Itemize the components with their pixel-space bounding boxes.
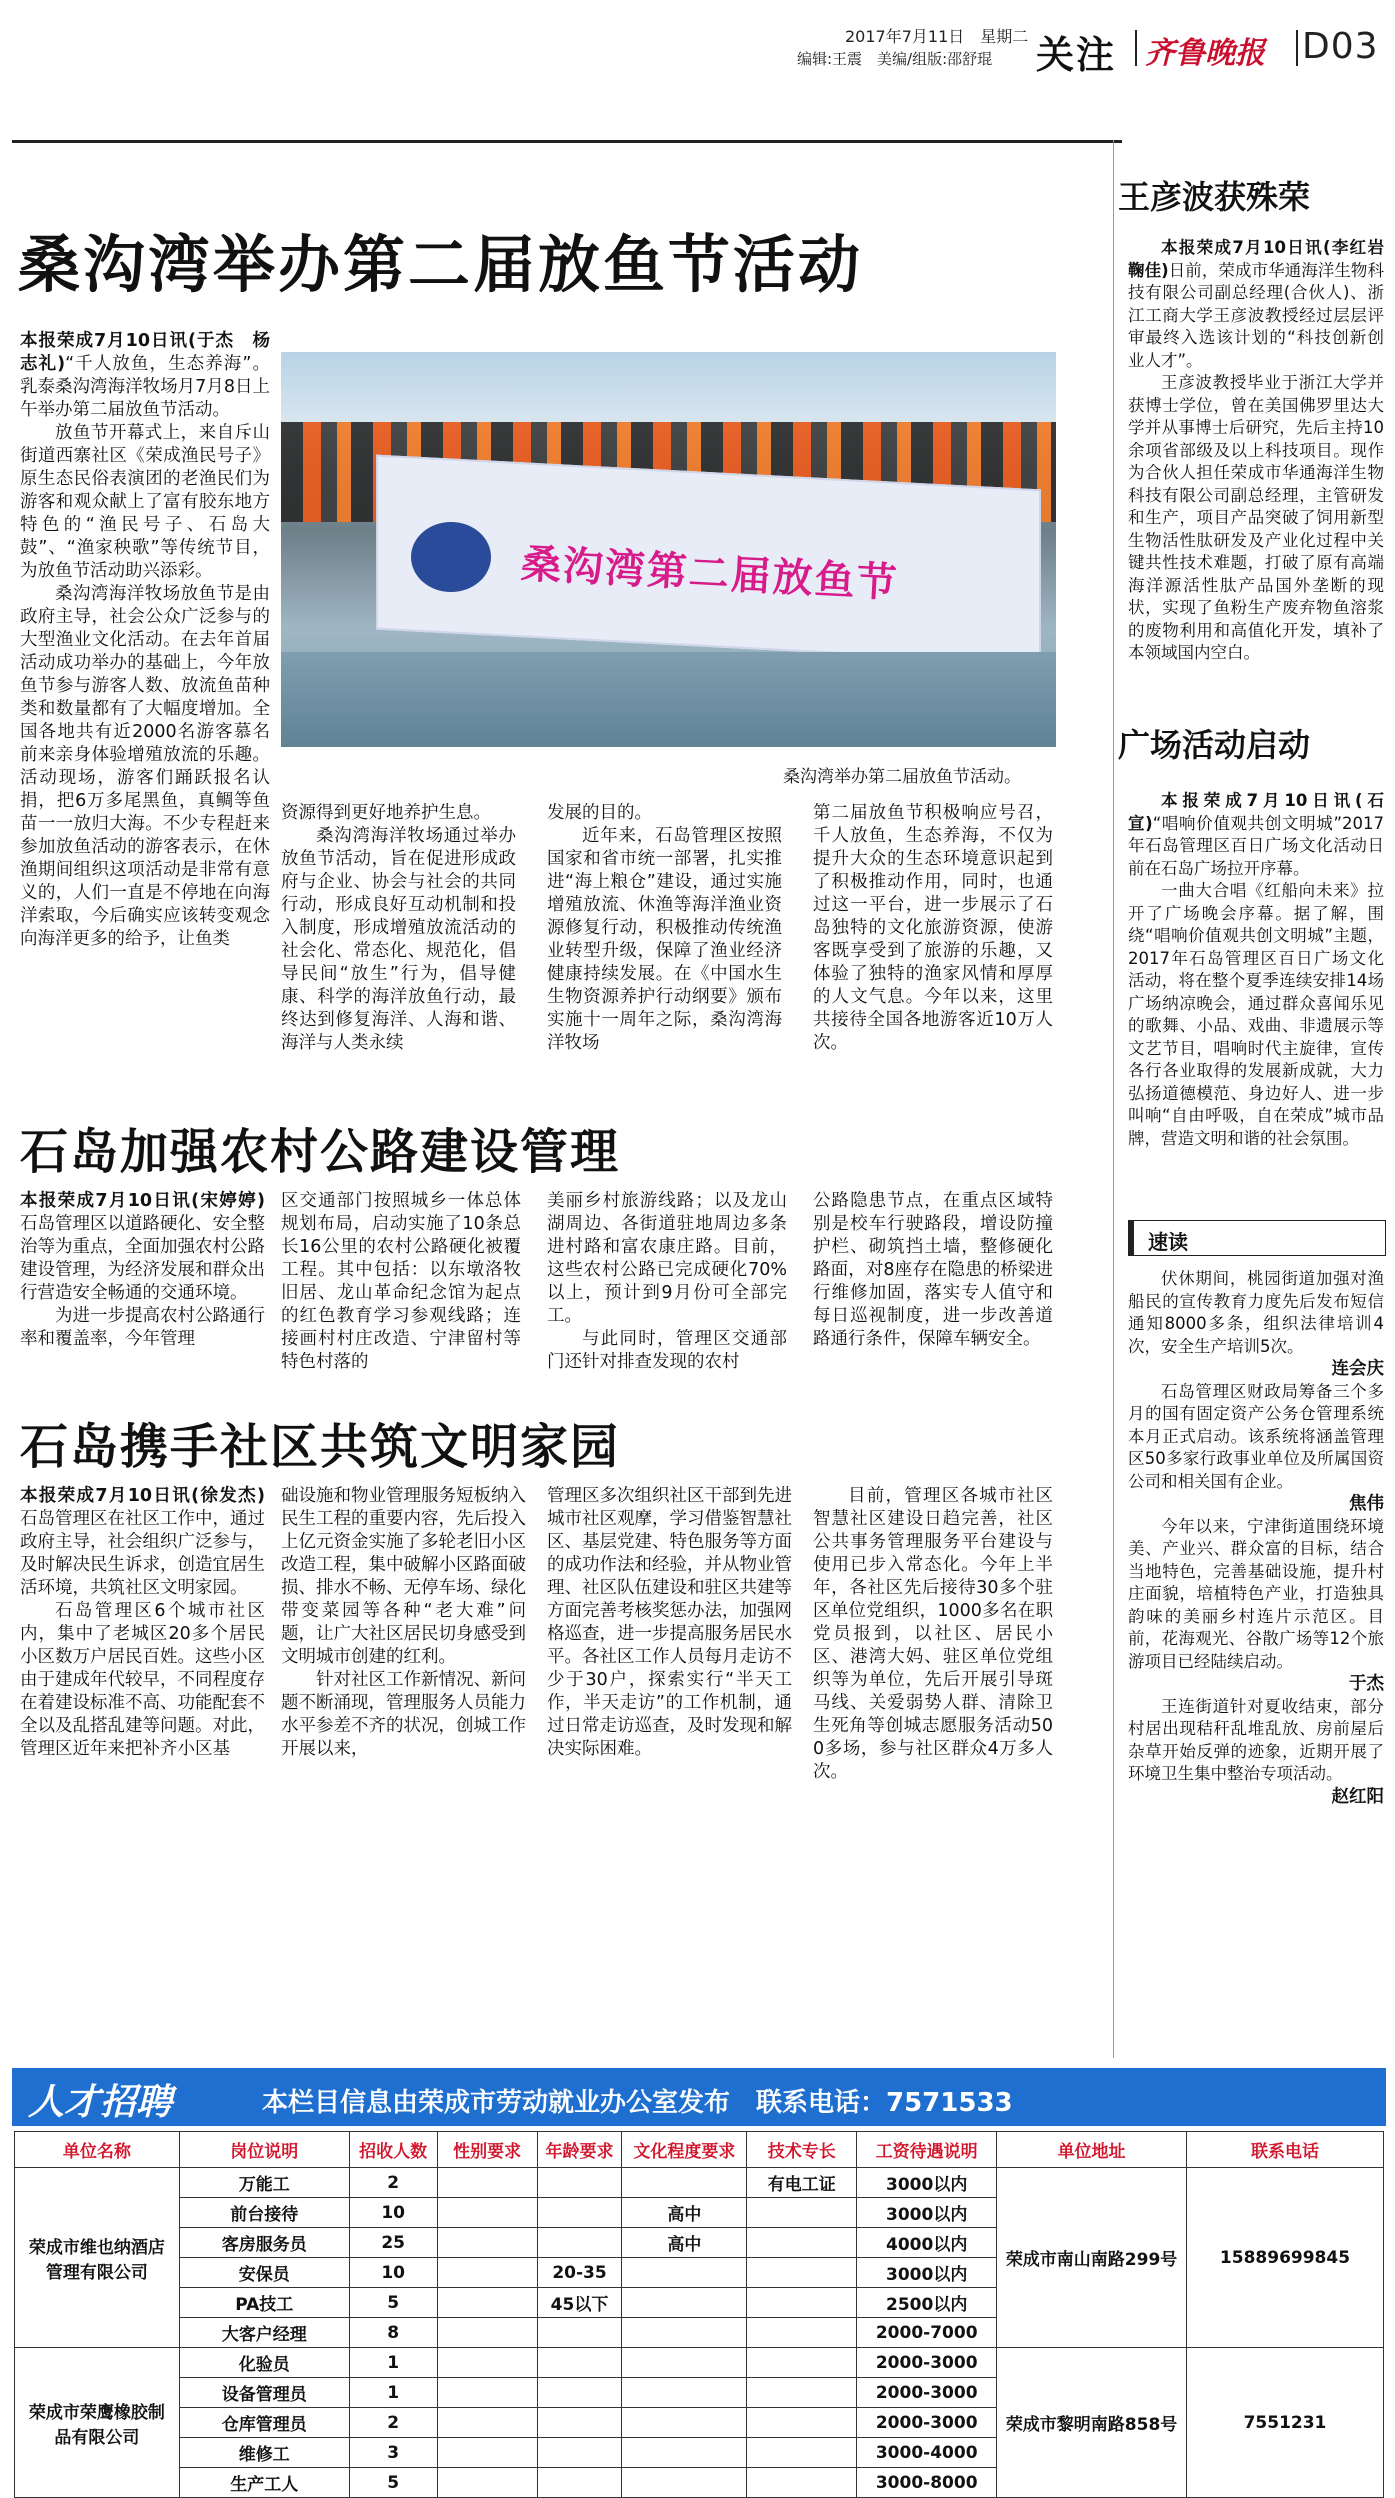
table-cell: 3000以内 [857, 2168, 997, 2198]
fish-logo-icon [411, 522, 491, 592]
article-headline: 石岛携手社区共筑文明家园 [20, 1419, 621, 1475]
paragraph: 公路隐患节点，在重点区域特别是校车行驶路段，增设防撞护栏、砌筑挡土墙，整修硬化路面，对8座存在隐患的桥梁进行维修加固，落实专人值守和每日巡视制度，进一步改善道路通行条件，保障车辆安全。 [813, 1191, 1053, 1349]
table-cell: 2 [349, 2408, 437, 2438]
table-cell: 2000-3000 [857, 2378, 997, 2408]
column-divider [1113, 140, 1114, 2058]
table-cell [537, 2468, 622, 2498]
table-cell: 2 [349, 2168, 437, 2198]
table-cell [622, 2288, 747, 2318]
brief-author: 赵红阳 [1331, 1786, 1384, 1807]
article-column [281, 1190, 521, 1374]
paragraph: 王彦波教授毕业于浙江大学并获博士学位，曾在美国佛罗里达大学并从事博士后研究，先后主持10余项省部级及以上科技项目。现作为合伙人担任荣成市华通海洋生物科技有限公司副总经理，主管研发和生产，项目产品突破了饲用新型生物活性肽研发及产业化过程中关键共性技术难题，打破了原有高端海洋源活性肽产品国外垄断的现状，实现了鱼粉生产废弃物鱼溶浆的废物利用和高值化开发，填补了本领域国内空白。 [1128, 373, 1384, 662]
table-cell: 高中 [622, 2228, 747, 2258]
table-cell: 5 [349, 2288, 437, 2318]
table-cell [747, 2348, 857, 2378]
paragraph: “千人放鱼，生态养海”。乳泰桑沟湾海洋牧场月7月8日上午举办第二届放鱼节活动。 [20, 354, 270, 420]
issue-date: 2017年7月11日 星期二 [845, 27, 1029, 46]
sudu-title: 速读 [1148, 1230, 1188, 1254]
column-header: 联系电话 [1186, 2132, 1383, 2168]
dateline: 本报荣成7月10日讯(宋婷婷) [20, 1191, 265, 1211]
banner-text: 桑沟湾第二届放鱼节 [519, 541, 900, 607]
table-cell: 化验员 [179, 2348, 349, 2378]
paragraph: 放鱼节开幕式上，来自斥山街道西寨社区《荣成渔民号子》原生态民俗表演团的老渔民们为游客和观众献上了富有胶东地方特色的“渔民号子、石岛大鼓”、“渔家秧歌”等传统节目，为放鱼节活动助兴添彩。 [20, 423, 270, 581]
paragraph: 桑沟湾海洋牧场放鱼节是由政府主导，社会公众广泛参与的大型渔业文化活动。在去年首届活动成功举办的基础上，今年放鱼节参与游客人数、放流鱼苗种类和数量都有了大幅度增加。全国各地共有近2000名游客慕名前来亲身体验增殖放流的乐趣。活动现场，游客们踊跃报名认捐，把6万多尾黑鱼，真鲷等鱼苗一一放归大海。不少专程赶来参加放鱼活动的游客表示，在休渔期间组织这项活动是非常有意义的，人们一直是不停地在向海洋索取，今后确实应该转变观念向海洋更多的给予，让鱼类 [20, 584, 270, 949]
table-cell [437, 2288, 537, 2318]
paragraph: 日前，荣成市华通海洋生物科技有限公司副总经理(合伙人)、浙江工商大学王彦波教授经过层层评审最终入选该计划的“科技创新创业人才”。 [1128, 260, 1384, 370]
paragraph: 一曲大合唱《红船向未来》拉开了广场晚会序幕。据了解，围绕“唱响价值观共创文明城”主题，2017年石岛管理区百日广场文化活动，将在整个夏季连续安排14场广场纳凉晚会，通过群众喜闻乐见的歌舞、小品、戏曲、非遗展示等文艺节目，唱响时代主旋律，宣传各行各业取得的发展新成就，大力弘扬道德模范、身边好人、进一步叫响“自由呼吸，自在荣成”城市品牌，营造文明和谐的社会氛围。 [1128, 881, 1384, 1148]
recruit-info: 本栏目信息由荣成市劳动就业办公室发布 联系电话：7571533 [262, 2088, 1013, 2118]
paragraph: 石岛管理区以道路硬化、安全整治等为重点，全面加强农村公路建设管理，为经济发展和群众出行营造安全畅通的交通环境。 [20, 1214, 265, 1303]
table-cell [747, 2318, 857, 2348]
table-cell [747, 2258, 857, 2288]
dateline: 本报荣成7月10日讯(李红岩 鞠佳) [1128, 238, 1384, 280]
table-cell: 3000-4000 [857, 2438, 997, 2468]
table-cell [537, 2318, 622, 2348]
editor-credits: 编辑:王震 美编/组版:邵舒琨 [797, 50, 993, 68]
table-cell: 20-35 [537, 2258, 622, 2288]
table-cell: 25 [349, 2228, 437, 2258]
paragraph: 针对社区工作新情况、新问题不断涌现，管理服务人员能力水平参差不齐的状况，创城工作开展以来， [281, 1670, 526, 1759]
table-cell: 2000-3000 [857, 2348, 997, 2378]
company-phone-cell: 15889699845 [1186, 2168, 1383, 2348]
table-cell: 8 [349, 2318, 437, 2348]
recruit-title: 人才招聘 [28, 2082, 173, 2123]
brief-author: 于杰 [1349, 1674, 1384, 1694]
photo-water [281, 652, 1056, 747]
table-cell [537, 2348, 622, 2378]
table-cell [622, 2468, 747, 2498]
column-header: 技术专长 [747, 2132, 857, 2168]
table-cell [537, 2168, 622, 2198]
header-divider [1135, 30, 1137, 66]
table-cell [747, 2378, 857, 2408]
paragraph: 目前，管理区各城市社区智慧社区建设日趋完善，社区公共事务管理服务平台建设与使用已步入常态化。今年上半年，各社区先后接待30多个驻区单位党组织，1000多名在职党员报到，以社区、居民小区、港湾大妈、驻区单位党组织等为单位，先后开展引导斑马线、关爱弱势人群、清除卫生死角等创城志愿服务活动500多场，参与社区群众4万多人次。 [813, 1486, 1053, 1782]
paragraph: “唱响价值观共创文明城”2017年石岛管理区百日广场文化活动日前在石岛广场拉开序幕。 [1128, 813, 1384, 878]
company-address-cell: 荣成市黎明南路858号 [997, 2348, 1187, 2498]
article-column [20, 330, 270, 951]
paragraph: 区交通部门按照城乡一体总体规划布局，启动实施了10条总长16公里的农村公路硬化被覆工程。其中包括：以东墩洛牧旧居、龙山革命纪念馆为起点的红色教育学习参观线路；连接画村村庄改造、宁津留村等特色村落的 [281, 1191, 521, 1372]
table-cell [437, 2438, 537, 2468]
table-cell: 2000-7000 [857, 2318, 997, 2348]
column-header: 工资待遇说明 [857, 2132, 997, 2168]
photo-sky [281, 352, 1056, 432]
column-header: 招收人数 [349, 2132, 437, 2168]
brief-item: 今年以来，宁津街道围绕环境美、产业兴、群众富的目标，结合当地特色，完善基础设施，提升村庄面貌，培植特色产业，打造独具韵味的美丽乡村连片示范区。目前，花海观光、谷散广场等12个旅游项目已经陆续启动。 [1128, 1516, 1384, 1671]
brief-author: 连会庆 [1331, 1359, 1384, 1379]
photo-caption: 桑沟湾举办第二届放鱼节活动。 [783, 767, 1021, 787]
page-number: D03 [1302, 26, 1379, 67]
article-column [1128, 790, 1384, 1150]
table-cell [437, 2198, 537, 2228]
article-column [20, 1190, 265, 1351]
table-cell: 客房服务员 [179, 2228, 349, 2258]
paragraph: 桑沟湾海洋牧场通过举办放鱼节活动，旨在促进形成政府与企业、协会与社会的共同行动，形成良好互动机制和投入制度，形成增殖放流活动的社会化、常态化、规范化，倡导民间“放生”行为，倡导健康、科学的海洋放鱼行动，最终达到修复海洋、人海和谐、海洋与人类永续 [281, 826, 516, 1053]
article-column [1128, 237, 1384, 665]
table-cell [747, 2408, 857, 2438]
table-cell: 1 [349, 2378, 437, 2408]
table-cell: 高中 [622, 2198, 747, 2228]
table-cell: 前台接待 [179, 2198, 349, 2228]
brief-item: 王连街道针对夏收结束，部分村居出现秸秆乱堆乱放、房前屋后杂草开始反弹的迹象，近期开展了环境卫生集中整治专项活动。 [1128, 1696, 1384, 1783]
table-cell: 设备管理员 [179, 2378, 349, 2408]
table-cell: 4000以内 [857, 2228, 997, 2258]
table-cell: 维修工 [179, 2438, 349, 2468]
article-column [281, 1485, 526, 1761]
table-cell [437, 2408, 537, 2438]
dateline: 本报荣成7月10日讯(徐发杰) [20, 1486, 265, 1506]
paragraph: 近年来，石岛管理区按照国家和省市统一部署，扎实推进“海上粮仓”建设，通过实施增殖放流、休渔等海洋渔业资源修复行动，积极推动传统渔业转型升级，保障了渔业经济健康持续发展。在《中国水生生物资源养护行动纲要》颁布实施十一周年之际，桑沟湾海洋牧场 [547, 826, 782, 1053]
table-cell [437, 2228, 537, 2258]
paragraph: 管理区多次组织社区干部到先进城市社区观摩，学习借鉴智慧社区、基层党建、特色服务等方面的成功作法和经验，并从物业管理、社区队伍建设和驻区共建等方面完善考核奖惩办法，加强网格巡查，进一步提高服务居民水平。各社区工作人员每月走访不少于30户，探索实行“半天工作，半天走访”的工作机制，通过日常走访巡查，及时发现和解决实际困难。 [547, 1486, 792, 1759]
table-cell [747, 2468, 857, 2498]
news-photo [281, 352, 1056, 747]
table-row [15, 2168, 1384, 2198]
article-headline: 王彦波获殊荣 [1118, 178, 1311, 216]
table-cell [622, 2378, 747, 2408]
sudu-list [1128, 1268, 1384, 1808]
table-cell [537, 2378, 622, 2408]
table-cell [437, 2168, 537, 2198]
table-cell [747, 2288, 857, 2318]
table-row [15, 2348, 1384, 2378]
table-cell [622, 2408, 747, 2438]
article-column [20, 1485, 265, 1761]
column-header: 性别要求 [437, 2132, 537, 2168]
company-phone-cell: 7551231 [1186, 2348, 1383, 2498]
column-header: 文化程度要求 [622, 2132, 747, 2168]
company-address-cell: 荣成市南山南路299号 [997, 2168, 1187, 2348]
recruit-table-body [15, 2168, 1384, 2498]
dateline: 本报荣成7月10日讯(于杰 杨志礼) [20, 331, 270, 374]
paragraph: 石岛管理区6个城市社区内，集中了老城区20多个居民小区数万户居民百姓。这些小区由于建成年代较早，不同程度存在着建设标准不高、功能配套不全以及乱搭乱建等问题。对此，管理区近年来把补齐小区基 [20, 1601, 265, 1759]
paragraph: 美丽乡村旅游线路；以及龙山湖周边、各街道驻地周边多条进村路和富农康庄路。目前，这些农村公路已完成硬化70%以上，预计到9月份可全部完工。 [547, 1191, 787, 1326]
paragraph: 础设施和物业管理服务短板纳入民生工程的重要内容，先后投入上亿元资金实施了多轮老旧小区改造工程，集中破解小区路面破损、排水不畅、无停车场、绿化带变菜园等各种“老大难”问题，让广大社区居民切身感受到文明城市创建的红利。 [281, 1486, 526, 1667]
article-column [813, 1190, 1053, 1351]
table-cell [747, 2438, 857, 2468]
recruit-table [14, 2131, 1384, 2498]
table-cell [437, 2348, 537, 2378]
dateline: 本报荣成7月10日讯(石宣) [1128, 791, 1384, 833]
table-cell: 10 [349, 2258, 437, 2288]
paragraph: 资源得到更好地养护生息。 [281, 803, 491, 823]
paragraph: 第二届放鱼节积极响应号召，千人放鱼，生态养海，不仅为提升大众的生态环境意识起到了积极推动作用，同时，也通过这一平台，进一步展示了石岛独特的文化旅游资源，使游客既享受到了旅游的乐趣，又体验了独特的渔家风情和厚厚的人文气息。今年以来，这里共接待全国各地游客近10万人次。 [813, 803, 1053, 1053]
paragraph: 与此同时，管理区交通部门还针对排查发现的农村 [547, 1329, 787, 1372]
article-column [547, 1485, 792, 1761]
table-cell [437, 2378, 537, 2408]
table-cell: 有电工证 [747, 2168, 857, 2198]
header-divider [1296, 30, 1298, 66]
table-cell [622, 2348, 747, 2378]
table-cell [537, 2408, 622, 2438]
table-cell: 45以下 [537, 2288, 622, 2318]
table-cell [622, 2258, 747, 2288]
table-cell: 安保员 [179, 2258, 349, 2288]
company-name-cell: 荣成市荣鹰橡胶制品有限公司 [15, 2348, 180, 2498]
table-cell: 3 [349, 2438, 437, 2468]
table-cell [747, 2198, 857, 2228]
table-cell [437, 2318, 537, 2348]
table-cell: 大客户经理 [179, 2318, 349, 2348]
table-cell [747, 2228, 857, 2258]
table-cell: 3000-8000 [857, 2468, 997, 2498]
brief-item: 石岛管理区财政局筹备三个多月的国有固定资产公务仓管理系统本月正式启动。该系统将涵盖管理区50多家行政事业单位及所属国资公司和相关国有企业。 [1128, 1381, 1384, 1491]
article-column [547, 802, 782, 1055]
table-header-row [15, 2132, 1384, 2168]
article-column [813, 802, 1053, 1055]
section-name: 关注 [1036, 33, 1117, 77]
article-column [813, 1485, 1053, 1784]
table-cell: 万能工 [179, 2168, 349, 2198]
column-header: 单位名称 [15, 2132, 180, 2168]
column-header: 单位地址 [997, 2132, 1187, 2168]
table-cell [437, 2258, 537, 2288]
article-headline: 桑沟湾举办第二届放鱼节活动 [18, 228, 864, 301]
column-header: 岗位说明 [179, 2132, 349, 2168]
table-cell [622, 2438, 747, 2468]
brief-author: 焦伟 [1349, 1494, 1384, 1514]
table-cell [537, 2228, 622, 2258]
table-cell: 3000以内 [857, 2258, 997, 2288]
table-cell [622, 2318, 747, 2348]
table-cell: 5 [349, 2468, 437, 2498]
paragraph: 为进一步提高农村公路通行率和覆盖率，今年管理 [20, 1306, 265, 1349]
header-rule [12, 140, 1122, 143]
table-cell: PA技工 [179, 2288, 349, 2318]
table-cell [537, 2438, 622, 2468]
table-cell: 仓库管理员 [179, 2408, 349, 2438]
paragraph: 发展的目的。 [547, 803, 652, 823]
brief-item: 伏休期间，桃园街道加强对渔船民的宣传教育力度先后发布短信通知8000多条，组织法律培训4次，安全生产培训5次。 [1128, 1269, 1384, 1356]
table-cell [622, 2168, 747, 2198]
table-cell [537, 2198, 622, 2228]
table-cell: 2500以内 [857, 2288, 997, 2318]
table-cell [437, 2468, 537, 2498]
article-headline: 石岛加强农村公路建设管理 [20, 1124, 621, 1180]
company-name-cell: 荣成市维也纳酒店管理有限公司 [15, 2168, 180, 2348]
table-cell: 1 [349, 2348, 437, 2378]
article-column [281, 802, 516, 1055]
article-column [547, 1190, 787, 1374]
column-header: 年龄要求 [537, 2132, 622, 2168]
table-cell: 2000-3000 [857, 2408, 997, 2438]
newspaper-logo: 齐鲁晚报 [1145, 36, 1265, 71]
paragraph: 石岛管理区在社区工作中，通过政府主导，社会组织广泛参与，及时解决民生诉求，创造宜居生活环境，共筑社区文明家园。 [20, 1509, 265, 1598]
table-cell: 10 [349, 2198, 437, 2228]
article-headline: 广场活动启动 [1118, 726, 1311, 764]
table-cell: 生产工人 [179, 2468, 349, 2498]
table-cell: 3000以内 [857, 2198, 997, 2228]
